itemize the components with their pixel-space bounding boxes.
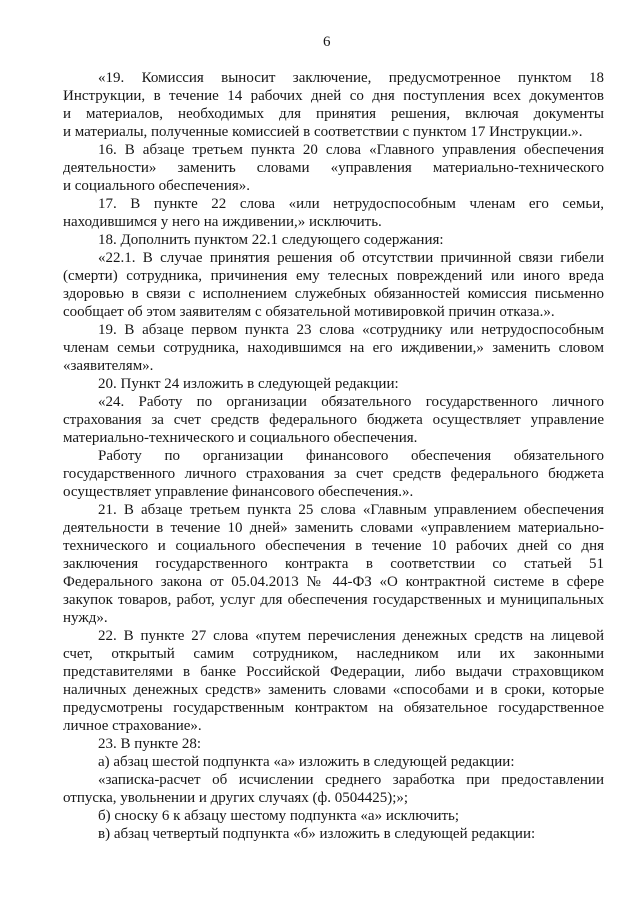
paragraph-item-23 xyxy=(63,735,604,753)
paragraph-clause-24 xyxy=(63,393,604,447)
text-line: а) абзац шестой подпункта «а» изложить в следующей редакции: xyxy=(98,754,515,770)
text-line: и материалы, полученные комиссией в соответствии с пунктом 17 Инструкции.». xyxy=(63,124,583,140)
text-line: 16. В абзаце третьем пункта 20 слова «Главного управления обеспечения xyxy=(98,142,604,158)
subitem-a xyxy=(63,753,604,771)
text-line: «24. Работу по организации обязательного государственного личного xyxy=(98,394,604,410)
text-line: нужд». xyxy=(63,610,108,626)
text-line: Работу по организации финансового обеспечения обязательного xyxy=(98,448,604,464)
text-line: отпуска, увольнении и других случаях (ф. 0504425);»; xyxy=(63,790,409,806)
paragraph-clause-22-1 xyxy=(63,249,604,321)
text-line: осуществляет управление финансового обеспечения.». xyxy=(63,484,414,500)
subitem-b xyxy=(63,807,604,825)
subitem-a-new-text xyxy=(63,771,604,807)
text-line: и социального обеспечения». xyxy=(63,178,251,194)
text-line: 20. Пункт 24 изложить в следующей редакции: xyxy=(98,376,399,392)
page-number: 6 xyxy=(323,34,331,50)
text-line: «22.1. В случае принятия решения об отсутствии причинной связи гибели xyxy=(98,250,604,266)
text-line: 17. В пункте 22 слова «или нетрудоспособным членам его семьи, xyxy=(98,196,604,212)
text-line: представителями в банке Российской Федерации, либо выдачи страховщиком xyxy=(63,664,604,680)
text-line: деятельности в течение 10 дней» заменить словами «управлением материально- xyxy=(63,520,604,536)
text-line: предусмотрены государственным контрактом на обязательное государственное xyxy=(63,700,604,716)
paragraph-item-17 xyxy=(63,195,604,231)
paragraph-clause-19 xyxy=(63,69,604,141)
text-line: личное страхование». xyxy=(63,718,202,734)
text-line: «19. Комиссия выносит заключение, предусмотренное пунктом 18 xyxy=(98,70,604,86)
text-line: Инструкции, в течение 14 рабочих дней со дня поступления всех документов xyxy=(63,88,604,104)
text-line: 22. В пункте 27 слова «путем перечисления денежных средств на лицевой xyxy=(98,628,604,644)
text-line: счет, открытый самим сотрудником, наследником или их законными xyxy=(63,646,604,662)
text-line: закупок товаров, работ, услуг для обеспечения государственных и муниципальных xyxy=(63,592,604,608)
paragraph-item-16 xyxy=(63,141,604,195)
paragraph-item-18 xyxy=(63,231,604,249)
text-line: (смерти) сотрудника, причинения ему телесных повреждений или иного вреда xyxy=(63,268,604,284)
text-line: наличных денежных средств» заменить словами «способами и в сроки, которые xyxy=(63,682,604,698)
text-line: здоровью в связи с исполнением служебных обязанностей комиссия письменно xyxy=(63,286,604,302)
paragraph-item-20 xyxy=(63,375,604,393)
text-line: 23. В пункте 28: xyxy=(98,736,202,752)
paragraph-clause-24-part-2 xyxy=(63,447,604,501)
text-line: государственного личного страхования за счет средств федерального бюджета xyxy=(63,466,604,482)
text-line: членам семьи сотрудника, находившимся на его иждивении,» заменить словом xyxy=(63,340,604,356)
text-line: и материалов, необходимых для принятия решения, включая документы xyxy=(63,106,604,122)
text-line: б) сноску 6 к абзацу шестому подпункта «а» исключить; xyxy=(98,808,460,824)
text-line: 18. Дополнить пунктом 22.1 следующего содержания: xyxy=(98,232,444,248)
text-line: «записка-расчет об исчислении среднего заработка при предоставлении xyxy=(98,772,604,788)
text-line: находившимся у него на иждивении,» исключить. xyxy=(63,214,382,230)
text-line: деятельности» заменить словами «управления материально-технического xyxy=(63,160,604,176)
text-line: «заявителям». xyxy=(63,358,154,374)
paragraph-item-19 xyxy=(63,321,604,375)
text-line: материально-технического и социального обеспечения. xyxy=(63,430,418,446)
text-line: страхования за счет средств федерального бюджета осуществляет управление xyxy=(63,412,604,428)
subitem-v xyxy=(63,825,604,843)
text-line: в) абзац четвертый подпункта «б» изложить в следующей редакции: xyxy=(98,826,536,842)
text-line: технического и социального обеспечения в течение 10 рабочих дней со дня xyxy=(63,538,604,554)
text-line: сообщает об этом заявителям с обязательной мотивировкой причин отказа.». xyxy=(63,304,555,320)
document-body xyxy=(63,69,604,843)
text-line: 19. В абзаце первом пункта 23 слова «сотруднику или нетрудоспособным xyxy=(98,322,604,338)
paragraph-item-21 xyxy=(63,501,604,627)
text-line: Федерального закона от 05.04.2013 № 44-ФЗ «О контрактной системе в сфере xyxy=(63,574,604,590)
text-line: заключения государственного контракта в соответствии со статьей 51 xyxy=(63,556,604,572)
paragraph-item-22 xyxy=(63,627,604,735)
text-line: 21. В абзаце третьем пункта 25 слова «Главным управлением обеспечения xyxy=(98,502,604,518)
